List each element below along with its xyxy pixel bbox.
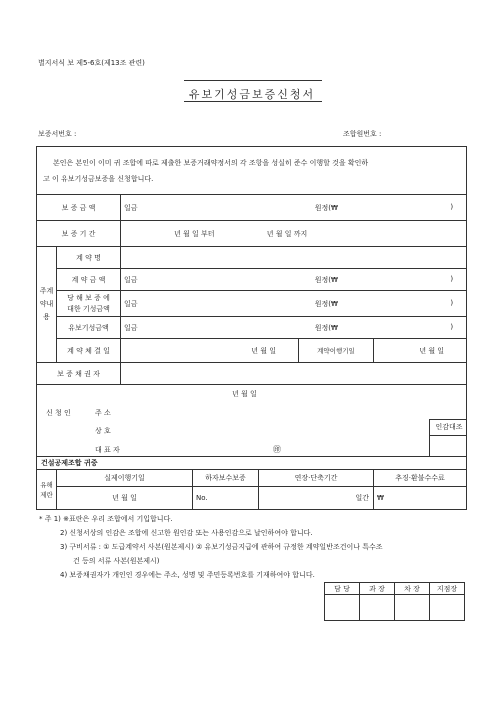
contract-amount-close: ) xyxy=(450,274,454,283)
retained-amount-prefix: 일금 xyxy=(124,323,138,332)
contract-name-label: 계 약 명 xyxy=(57,247,121,269)
progress-amount-label-1: 당 해 보 증 에 xyxy=(67,293,110,302)
progress-amount-close: ) xyxy=(450,298,454,307)
title-bottom-rule xyxy=(184,101,322,102)
defect-warranty-header: 하자보수보증 xyxy=(193,470,259,487)
amount-field[interactable] xyxy=(121,195,467,221)
contract-amount-field[interactable] xyxy=(121,269,467,291)
progress-amount-field[interactable] xyxy=(121,291,467,317)
note-1: * 주 1) ※표란은 우리 조합에서 기입합니다. xyxy=(39,515,173,523)
creditor-label: 보 증 채 권 자 xyxy=(37,363,121,385)
main-contract-group-label: 주계약내용 xyxy=(37,247,57,363)
applicant-section xyxy=(37,385,467,457)
approval-stamp-table xyxy=(324,582,465,621)
retained-amount-field[interactable] xyxy=(121,317,467,339)
extension-period-field[interactable]: 일간 xyxy=(259,487,374,510)
period-to: 년 월 일 까지 xyxy=(266,229,308,238)
contract-amount-prefix: 일금 xyxy=(124,275,138,284)
seal-mark: ㊞ xyxy=(273,445,281,454)
progress-amount-prefix: 일금 xyxy=(124,299,138,308)
applicant-company-label: 상 호 xyxy=(95,427,111,435)
note-3: 3) 구비서류 : ① 도급계약서 사본(원본제시) ② 유보기성금지급에 관하여 규정한 계약일반조건이나 특수조 xyxy=(60,543,383,551)
applicant-ceo-label: 대 표 자 xyxy=(95,446,120,454)
association-title: 건설공제조합 귀중 xyxy=(37,457,467,470)
member-number-label: 조합원번호 : xyxy=(343,130,382,138)
approval-header-deputy: 차 장 xyxy=(395,583,430,595)
retained-amount-label: 유보기성금액 xyxy=(57,317,121,339)
actual-performance-date-field[interactable]: 년 월 일 xyxy=(57,487,193,510)
retained-amount-won: 원정(₩ xyxy=(314,323,338,332)
period-field[interactable] xyxy=(121,221,467,247)
office-use-group-label: 유해제란 xyxy=(37,470,57,510)
form-reference: 별지서식 보 제5-6호(제13조 관련) xyxy=(38,59,145,67)
amount-label: 보 증 금 액 xyxy=(37,195,121,221)
approval-stamp-staff[interactable] xyxy=(325,595,360,621)
declaration-line-1: 본인은 본인이 이미 귀 조합에 따로 제출한 보증거래약정서의 각 조항을 성실히 준수 이행할 것을 확인하 xyxy=(53,158,369,167)
page-title: 유보기성금보증신청서 xyxy=(188,88,316,101)
declaration-cell xyxy=(37,147,467,195)
progress-amount-won: 원정(₩ xyxy=(314,299,338,308)
retained-amount-close: ) xyxy=(450,322,454,331)
approval-stamp-manager[interactable] xyxy=(360,595,395,621)
applicant-label: 신 청 인 xyxy=(46,409,71,417)
fee-field[interactable]: ₩ xyxy=(374,487,467,510)
approval-stamp-branch-head[interactable] xyxy=(430,595,465,621)
defect-warranty-field[interactable]: No. xyxy=(193,487,259,510)
note-2: 2) 신청서상의 인감은 조합에 신고한 원인감 또는 사용인감으로 날인하여야 합니다. xyxy=(60,529,313,537)
perform-period-label: 계약이행기일 xyxy=(299,339,374,363)
application-form-table xyxy=(36,146,467,510)
progress-amount-label-2: 대한 기성금액 xyxy=(67,304,110,313)
contract-amount-won: 원정(₩ xyxy=(314,275,338,284)
note-4: 4) 보증채권자가 개인인 경우에는 주소, 성명 및 주민등록번호를 기재하여야 합니다. xyxy=(60,571,315,579)
progress-amount-label xyxy=(57,291,121,317)
application-date: 년 월 일 xyxy=(232,390,257,398)
perform-period-field[interactable]: 년 월 일 xyxy=(374,339,467,363)
approval-stamp-deputy[interactable] xyxy=(395,595,430,621)
bond-number-label: 보증서번호 : xyxy=(38,130,77,138)
seal-check-box: 인감대조 xyxy=(429,419,467,436)
extension-period-header: 연장·단축기간 xyxy=(259,470,374,487)
creditor-field[interactable] xyxy=(121,363,467,385)
actual-performance-date-header: 실제이행기일 xyxy=(57,470,193,487)
fee-header: 추징·환불수수료 xyxy=(374,470,467,487)
period-from: 년 월 일 부터 xyxy=(174,229,215,238)
amount-won: 원정(₩ xyxy=(314,203,338,212)
approval-header-staff: 담 당 xyxy=(325,583,360,595)
note-3-continued: 건 등의 서류 사본(원본제시) xyxy=(73,557,160,565)
title-top-rule xyxy=(184,80,322,81)
contract-name-field[interactable] xyxy=(121,247,467,269)
contract-date-label: 계 약 체 결 일 xyxy=(57,339,121,363)
period-label: 보 증 기 간 xyxy=(37,221,121,247)
amount-close: ) xyxy=(450,202,454,211)
contract-date-field[interactable]: 년 월 일 xyxy=(121,339,299,363)
approval-header-branch-head: 지점장 xyxy=(430,583,465,595)
contract-amount-label: 계 약 금 액 xyxy=(57,269,121,291)
applicant-address-label: 주 소 xyxy=(95,409,111,417)
declaration-line-2: 고 이 유보기성금보증을 신청합니다. xyxy=(43,174,154,183)
approval-header-manager: 과 장 xyxy=(360,583,395,595)
seal-check-area[interactable] xyxy=(429,435,467,457)
amount-prefix: 일금 xyxy=(124,203,138,212)
